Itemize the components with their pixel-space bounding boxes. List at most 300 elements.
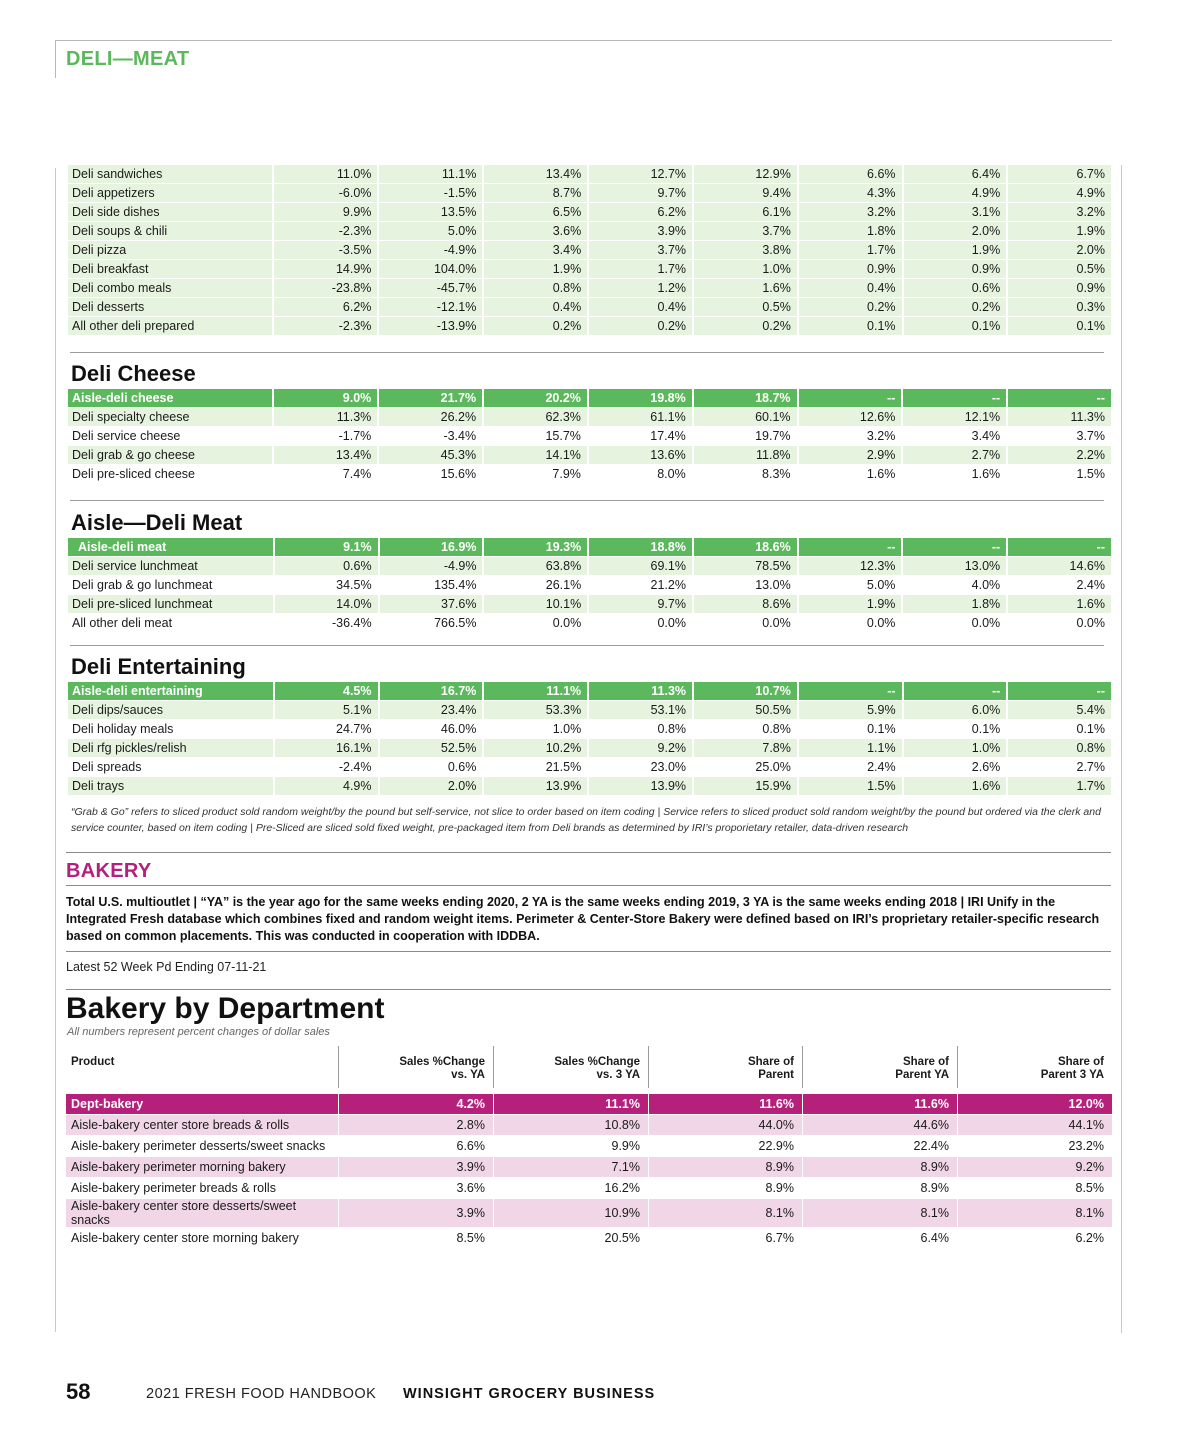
cell-value: 14.9% — [274, 260, 377, 278]
cell-value: 13.0% — [903, 557, 1006, 575]
cell-value: 1.9% — [484, 260, 587, 278]
table-row — [66, 1227, 1112, 1248]
cell-value: -2.3% — [274, 317, 377, 335]
row-label: Deli pre-sliced lunchmeat — [68, 595, 273, 613]
table-row — [68, 739, 1111, 757]
cell-value: 0.3% — [1008, 298, 1111, 316]
cell-value: 19.8% — [589, 389, 692, 407]
cell-value: 23.2% — [957, 1135, 1112, 1156]
table-row — [68, 701, 1111, 719]
cell-value: 69.1% — [589, 557, 692, 575]
row-label: Aisle-bakery perimeter breads & rolls — [66, 1177, 338, 1198]
cell-value: 18.8% — [589, 538, 692, 556]
deli-footnote: “Grab & Go” refers to sliced product sold random weight/by the pound but self-service, not slice to order based on item coding | Service refers to sliced product sold random weight/by the pound but ordered via the clerk and service counter, based on item coding | Pre-Sliced are sliced sold fixed weight, pre-packaged item from Deli brands as determined by IRI’s proporietary retailer, data-driven research — [71, 806, 1101, 834]
cell-value: 0.9% — [904, 260, 1007, 278]
cell-value: 19.3% — [484, 538, 587, 556]
cell-value: 2.0% — [904, 222, 1007, 240]
col-header: Sales %Change vs. YA — [338, 1046, 493, 1088]
cell-value: 0.0% — [657, 616, 686, 630]
cell-value: 3.2% — [799, 203, 902, 221]
page-number: 58 — [66, 1379, 91, 1404]
cell-value: 0.0% — [971, 616, 1001, 630]
table-header-row — [68, 682, 1111, 700]
table-row — [68, 260, 1111, 278]
cell-value: -4.9% — [379, 241, 482, 259]
cell-value: 12.1% — [903, 408, 1006, 426]
cell-value: -36.4% — [331, 616, 372, 630]
cell-value: 13.4% — [274, 446, 377, 464]
row-label: Aisle-bakery center store desserts/sweet snacks — [66, 1198, 338, 1227]
bakery-title: Bakery by Department — [66, 992, 385, 1025]
bakery-table-header — [66, 1046, 1112, 1088]
cell-value: -6.0% — [274, 184, 377, 202]
cell-value: 12.0% — [957, 1093, 1112, 1114]
cell-value: 7.1% — [493, 1156, 648, 1177]
cell-value: 13.0% — [755, 578, 791, 592]
cell-value: 25.0% — [755, 760, 791, 774]
cell-value: 3.1% — [904, 203, 1007, 221]
divider — [70, 352, 1104, 353]
row-label: Aisle-bakery perimeter morning bakery — [66, 1156, 338, 1177]
cell-value: 6.2% — [274, 298, 377, 316]
col-header: Share of Parent — [648, 1046, 802, 1088]
cell-value: -- — [799, 389, 902, 407]
cell-value: 2.4% — [867, 760, 896, 774]
cell-value: 9.2% — [589, 739, 692, 757]
table-row — [66, 1177, 1112, 1198]
cell-value: 61.1% — [589, 408, 692, 426]
cell-value: 8.5% — [957, 1177, 1112, 1198]
cell-value: 7.9% — [552, 467, 581, 481]
divider — [66, 989, 1111, 990]
cell-value: 13.9% — [589, 777, 692, 795]
cell-value: 1.0% — [904, 739, 1007, 757]
table-row — [66, 1114, 1112, 1135]
cell-value: 10.7% — [694, 682, 797, 700]
cell-value: 8.0% — [657, 467, 686, 481]
cell-value: 6.2% — [589, 203, 692, 221]
row-label: Deli grab & go lunchmeat — [72, 578, 213, 592]
cell-value: 8.9% — [648, 1156, 802, 1177]
cell-value: 0.8% — [1008, 739, 1111, 757]
cell-value: -3.5% — [274, 241, 377, 259]
table-row — [68, 557, 1111, 575]
cell-value: 13.5% — [379, 203, 482, 221]
bakery-table — [66, 1046, 1112, 1248]
cell-value: 8.5% — [338, 1227, 493, 1248]
cell-value: 26.1% — [545, 578, 582, 592]
row-label: Deli holiday meals — [72, 722, 174, 736]
cell-value: 9.7% — [589, 595, 692, 613]
cell-value: 8.9% — [648, 1177, 802, 1198]
cell-value: 3.6% — [338, 1177, 493, 1198]
row-label: Deli service cheese — [72, 429, 181, 443]
cell-value: 0.1% — [1076, 722, 1105, 736]
cell-value: 23.4% — [380, 701, 483, 719]
cell-value: 18.6% — [694, 538, 797, 556]
cell-value: 0.6% — [904, 279, 1007, 297]
cell-value: 1.9% — [799, 595, 902, 613]
cell-value: 1.7% — [799, 241, 902, 259]
cell-value: 9.2% — [957, 1156, 1112, 1177]
cell-value: 7.8% — [694, 739, 797, 757]
cell-value: 6.4% — [904, 165, 1007, 183]
row-label: Deli pizza — [68, 241, 272, 259]
cell-value: -- — [1008, 538, 1111, 556]
row-label: Deli rfg pickles/relish — [68, 739, 273, 757]
row-label: Deli desserts — [68, 298, 272, 316]
cell-value: 0.0% — [762, 616, 791, 630]
cell-value: -- — [1008, 682, 1111, 700]
row-label: Deli sandwiches — [68, 165, 272, 183]
cell-value: 21.7% — [379, 389, 482, 407]
table-row — [68, 427, 1111, 445]
cell-value: 50.5% — [694, 701, 797, 719]
cell-value: 0.0% — [866, 616, 896, 630]
cell-value: 1.6% — [971, 467, 1001, 481]
row-label: Deli service lunchmeat — [68, 557, 273, 575]
cell-value: 10.9% — [493, 1198, 648, 1227]
cell-value: 62.3% — [484, 408, 587, 426]
cell-value: 44.1% — [957, 1114, 1112, 1135]
cell-value: 11.1% — [379, 165, 482, 183]
cell-value: 2.7% — [1076, 760, 1105, 774]
cell-value: 4.9% — [904, 184, 1007, 202]
cell-value: 6.7% — [1008, 165, 1111, 183]
cell-value: 0.2% — [589, 317, 692, 335]
table-row — [66, 1198, 1112, 1227]
cell-value: 15.7% — [545, 429, 581, 443]
cell-value: 3.7% — [694, 222, 797, 240]
cell-value: 53.1% — [589, 701, 692, 719]
table-row — [68, 184, 1111, 202]
cell-value: 20.2% — [484, 389, 587, 407]
deli-prepared-table — [66, 164, 1113, 336]
cell-value: 2.7% — [903, 446, 1006, 464]
cell-value: 1.1% — [799, 739, 902, 757]
cell-value: -- — [799, 538, 902, 556]
section-title-bakery: BAKERY — [66, 860, 152, 882]
cell-value: 22.4% — [802, 1135, 957, 1156]
cell-value: -- — [903, 538, 1006, 556]
cell-value: 0.1% — [971, 722, 1001, 736]
cell-value: 22.9% — [648, 1135, 802, 1156]
cell-value: 2.2% — [1008, 446, 1111, 464]
cell-value: 37.6% — [380, 595, 483, 613]
cell-value: 53.3% — [484, 701, 587, 719]
cell-value: 0.4% — [484, 298, 587, 316]
cell-value: 9.1% — [275, 538, 378, 556]
cell-value: 3.8% — [694, 241, 797, 259]
cell-value: -- — [1008, 389, 1111, 407]
table-row — [68, 203, 1111, 221]
cell-value: 13.6% — [589, 446, 692, 464]
table-row — [68, 446, 1111, 464]
cell-value: 4.2% — [338, 1093, 493, 1114]
cell-value: 11.0% — [274, 165, 377, 183]
col-header: Share of Parent 3 YA — [957, 1046, 1112, 1088]
cell-value: 0.8% — [484, 279, 587, 297]
cell-value: 3.7% — [1076, 429, 1105, 443]
cell-value: 1.6% — [1008, 595, 1111, 613]
cell-value: 5.4% — [1008, 701, 1111, 719]
left-rule-top — [55, 40, 56, 78]
cell-value: 0.6% — [447, 760, 477, 774]
table-header-row — [68, 538, 1111, 556]
cell-value: 6.1% — [694, 203, 797, 221]
table-header-row — [68, 389, 1111, 407]
cell-value: 0.1% — [799, 317, 902, 335]
cell-value: 8.1% — [802, 1198, 957, 1227]
cell-value: 16.7% — [380, 682, 483, 700]
row-label: Aisle-bakery center store breads & rolls — [66, 1114, 338, 1135]
cell-value: 0.5% — [694, 298, 797, 316]
cell-value: 6.5% — [484, 203, 587, 221]
cell-value: 0.5% — [1008, 260, 1111, 278]
cell-value: 2.0% — [380, 777, 483, 795]
cell-value: 11.1% — [484, 682, 587, 700]
row-label: Deli specialty cheese — [68, 408, 272, 426]
cell-value: 13.4% — [484, 165, 587, 183]
cell-value: 15.6% — [440, 467, 477, 481]
cell-value: 7.4% — [342, 467, 372, 481]
col-header: Sales %Change vs. 3 YA — [493, 1046, 648, 1088]
cell-value: 8.1% — [648, 1198, 802, 1227]
cell-value: 16.1% — [275, 739, 378, 757]
cell-value: 3.9% — [338, 1198, 493, 1227]
cell-value: 3.9% — [338, 1156, 493, 1177]
cell-value: 8.7% — [484, 184, 587, 202]
deli-entertaining-title: Deli Entertaining — [71, 654, 246, 679]
table-row — [68, 576, 1111, 594]
cell-value: 12.7% — [589, 165, 692, 183]
cell-value: -- — [903, 389, 1006, 407]
cell-value: 9.0% — [274, 389, 377, 407]
table-row — [68, 408, 1111, 426]
row-label: Deli soups & chili — [68, 222, 272, 240]
cell-value: -1.5% — [379, 184, 482, 202]
cell-value: 0.4% — [799, 279, 902, 297]
cell-value: 45.3% — [379, 446, 482, 464]
cell-value: 104.0% — [379, 260, 482, 278]
cell-value: 12.6% — [799, 408, 902, 426]
cell-value: 8.1% — [957, 1198, 1112, 1227]
row-label: Deli spreads — [72, 760, 142, 774]
cell-value: 1.7% — [1008, 777, 1111, 795]
table-row — [68, 241, 1111, 259]
cell-value: 2.0% — [1008, 241, 1111, 259]
cell-value: 4.9% — [1008, 184, 1111, 202]
cell-value: 0.0% — [552, 616, 582, 630]
cell-value: 0.4% — [589, 298, 692, 316]
cell-value: 24.7% — [336, 722, 372, 736]
cell-value: -2.4% — [338, 760, 372, 774]
cell-value: 46.0% — [440, 722, 477, 736]
deli-meat-table — [66, 537, 1113, 633]
cell-value: 3.7% — [589, 241, 692, 259]
brand-name: WINSIGHT GROCERY BUSINESS — [403, 1386, 656, 1402]
table-row — [68, 465, 1111, 483]
row-label: Deli grab & go cheese — [68, 446, 272, 464]
cell-value: -4.9% — [380, 557, 483, 575]
cell-value: 78.5% — [694, 557, 797, 575]
row-label: Aisle-bakery perimeter desserts/sweet snacks — [66, 1135, 338, 1156]
left-rule — [55, 168, 56, 1332]
cell-value: 5.1% — [275, 701, 378, 719]
deli-entertaining-table — [66, 681, 1113, 796]
cell-value: 0.1% — [867, 722, 896, 736]
row-label: Deli pre-sliced cheese — [72, 467, 195, 481]
cell-value: -12.1% — [379, 298, 482, 316]
table-row — [68, 614, 1111, 632]
cell-value: -1.7% — [338, 429, 372, 443]
cell-value: 11.3% — [589, 682, 692, 700]
cell-value: 1.9% — [1008, 222, 1111, 240]
cell-value: 9.9% — [493, 1135, 648, 1156]
cell-value: 1.6% — [904, 777, 1007, 795]
cell-value: 0.9% — [799, 260, 902, 278]
divider — [66, 852, 1111, 853]
cell-value: 3.4% — [971, 429, 1001, 443]
cell-value: 9.4% — [694, 184, 797, 202]
cell-value: -13.9% — [379, 317, 482, 335]
cell-value: 0.1% — [1008, 317, 1111, 335]
row-label: Aisle-deli meat — [68, 538, 273, 556]
cell-value: 11.6% — [648, 1093, 802, 1114]
row-label: Aisle-deli entertaining — [68, 682, 273, 700]
row-label: Deli dips/sauces — [68, 701, 273, 719]
cell-value: 10.1% — [484, 595, 587, 613]
cell-value: 21.2% — [650, 578, 686, 592]
cell-value: 52.5% — [380, 739, 483, 757]
cell-value: 0.1% — [904, 317, 1007, 335]
cell-value: 11.6% — [802, 1093, 957, 1114]
cell-value: 63.8% — [484, 557, 587, 575]
cell-value: 2.6% — [971, 760, 1001, 774]
cell-value: 0.8% — [762, 722, 791, 736]
cell-value: -- — [799, 682, 902, 700]
cell-value: 1.5% — [1076, 467, 1105, 481]
cell-value: 0.6% — [275, 557, 378, 575]
row-label: Aisle-deli cheese — [68, 389, 272, 407]
cell-value: 6.6% — [799, 165, 902, 183]
cell-value: 14.1% — [484, 446, 587, 464]
cell-value: 1.0% — [552, 722, 582, 736]
deli-meat-title: Aisle—Deli Meat — [71, 510, 243, 535]
row-label: Deli combo meals — [68, 279, 272, 297]
bakery-description: Total U.S. multioutlet | “YA” is the year ago for the same weeks ending 2020, 2 YA is the same weeks ending 2019, 3 YA is the same weeks ending 2018 | IRI Unify in the Integrated Fresh database which combines fixed and random weight items. Perimeter & Center-Store Bakery were defined based on IRI’s proprietary retailer-specific research based on common placements. This was conducted in cooperation with IDDBA. — [66, 895, 1100, 943]
cell-value: 23.0% — [650, 760, 687, 774]
cell-value: 766.5% — [434, 616, 477, 630]
col-header: Share of Parent YA — [802, 1046, 957, 1088]
table-row — [68, 165, 1111, 183]
cell-value: 0.0% — [1076, 616, 1105, 630]
cell-value: 19.7% — [755, 429, 791, 443]
cell-value: 9.9% — [274, 203, 377, 221]
cell-value: 1.6% — [694, 279, 797, 297]
cell-value: 0.9% — [1008, 279, 1111, 297]
cell-value: 2.4% — [1076, 578, 1105, 592]
cell-value: 14.0% — [275, 595, 378, 613]
cell-value: 12.3% — [799, 557, 902, 575]
table-row — [68, 298, 1111, 316]
cell-value: 0.2% — [484, 317, 587, 335]
cell-value: 14.6% — [1008, 557, 1111, 575]
table-row — [66, 1135, 1112, 1156]
cell-value: 1.9% — [904, 241, 1007, 259]
row-label: Dept-bakery — [66, 1093, 338, 1114]
row-label: Deli trays — [68, 777, 273, 795]
cell-value: 8.6% — [694, 595, 797, 613]
cell-value: 8.9% — [802, 1156, 957, 1177]
cell-value: 12.9% — [694, 165, 797, 183]
cell-value: 16.9% — [380, 538, 483, 556]
row-label: All other deli meat — [72, 616, 173, 630]
cell-value: 44.0% — [648, 1114, 802, 1135]
cell-value: 3.2% — [866, 429, 896, 443]
right-rule — [1121, 165, 1122, 1333]
cell-value: -45.7% — [379, 279, 482, 297]
table-row — [68, 317, 1111, 335]
cell-value: 5.0% — [379, 222, 482, 240]
cell-value: 15.9% — [694, 777, 797, 795]
row-label: All other deli prepared — [68, 317, 272, 335]
cell-value: 4.0% — [971, 578, 1001, 592]
deli-cheese-title: Deli Cheese — [71, 361, 196, 386]
cell-value: 3.9% — [589, 222, 692, 240]
divider — [66, 951, 1111, 952]
cell-value: 9.7% — [589, 184, 692, 202]
cell-value: 1.5% — [799, 777, 902, 795]
cell-value: 20.5% — [493, 1227, 648, 1248]
table-row — [68, 595, 1111, 613]
cell-value: 34.5% — [336, 578, 372, 592]
cell-value: 44.6% — [802, 1114, 957, 1135]
col-header: Product — [71, 1056, 115, 1068]
cell-value: 1.6% — [866, 467, 896, 481]
publication-name: 2021 FRESH FOOD HANDBOOK — [146, 1386, 377, 1402]
cell-value: 0.8% — [657, 722, 687, 736]
cell-value: 17.4% — [650, 429, 686, 443]
cell-value: 11.1% — [493, 1093, 648, 1114]
row-label: Aisle-bakery center store morning bakery — [66, 1227, 338, 1248]
cell-value: 16.2% — [493, 1177, 648, 1198]
divider — [70, 500, 1104, 501]
cell-value: 11.3% — [274, 408, 377, 426]
table-row — [68, 758, 1111, 776]
cell-value: 5.9% — [799, 701, 902, 719]
cell-value: 6.4% — [802, 1227, 957, 1248]
cell-value: 18.7% — [694, 389, 797, 407]
cell-value: -23.8% — [274, 279, 377, 297]
cell-value: 2.8% — [338, 1114, 493, 1135]
cell-value: -3.4% — [443, 429, 477, 443]
top-rule — [56, 40, 1112, 41]
deli-cheese-table — [66, 388, 1113, 484]
cell-value: 3.4% — [484, 241, 587, 259]
cell-value: 1.2% — [589, 279, 692, 297]
cell-value: 6.7% — [648, 1227, 802, 1248]
cell-value: 10.8% — [493, 1114, 648, 1135]
cell-value: 4.5% — [275, 682, 378, 700]
cell-value: 4.3% — [799, 184, 902, 202]
bakery-period: Latest 52 Week Pd Ending 07-11-21 — [66, 960, 267, 974]
cell-value: 0.2% — [799, 298, 902, 316]
cell-value: -- — [904, 682, 1007, 700]
cell-value: 26.2% — [379, 408, 482, 426]
table-row — [68, 222, 1111, 240]
table-row — [68, 720, 1111, 738]
